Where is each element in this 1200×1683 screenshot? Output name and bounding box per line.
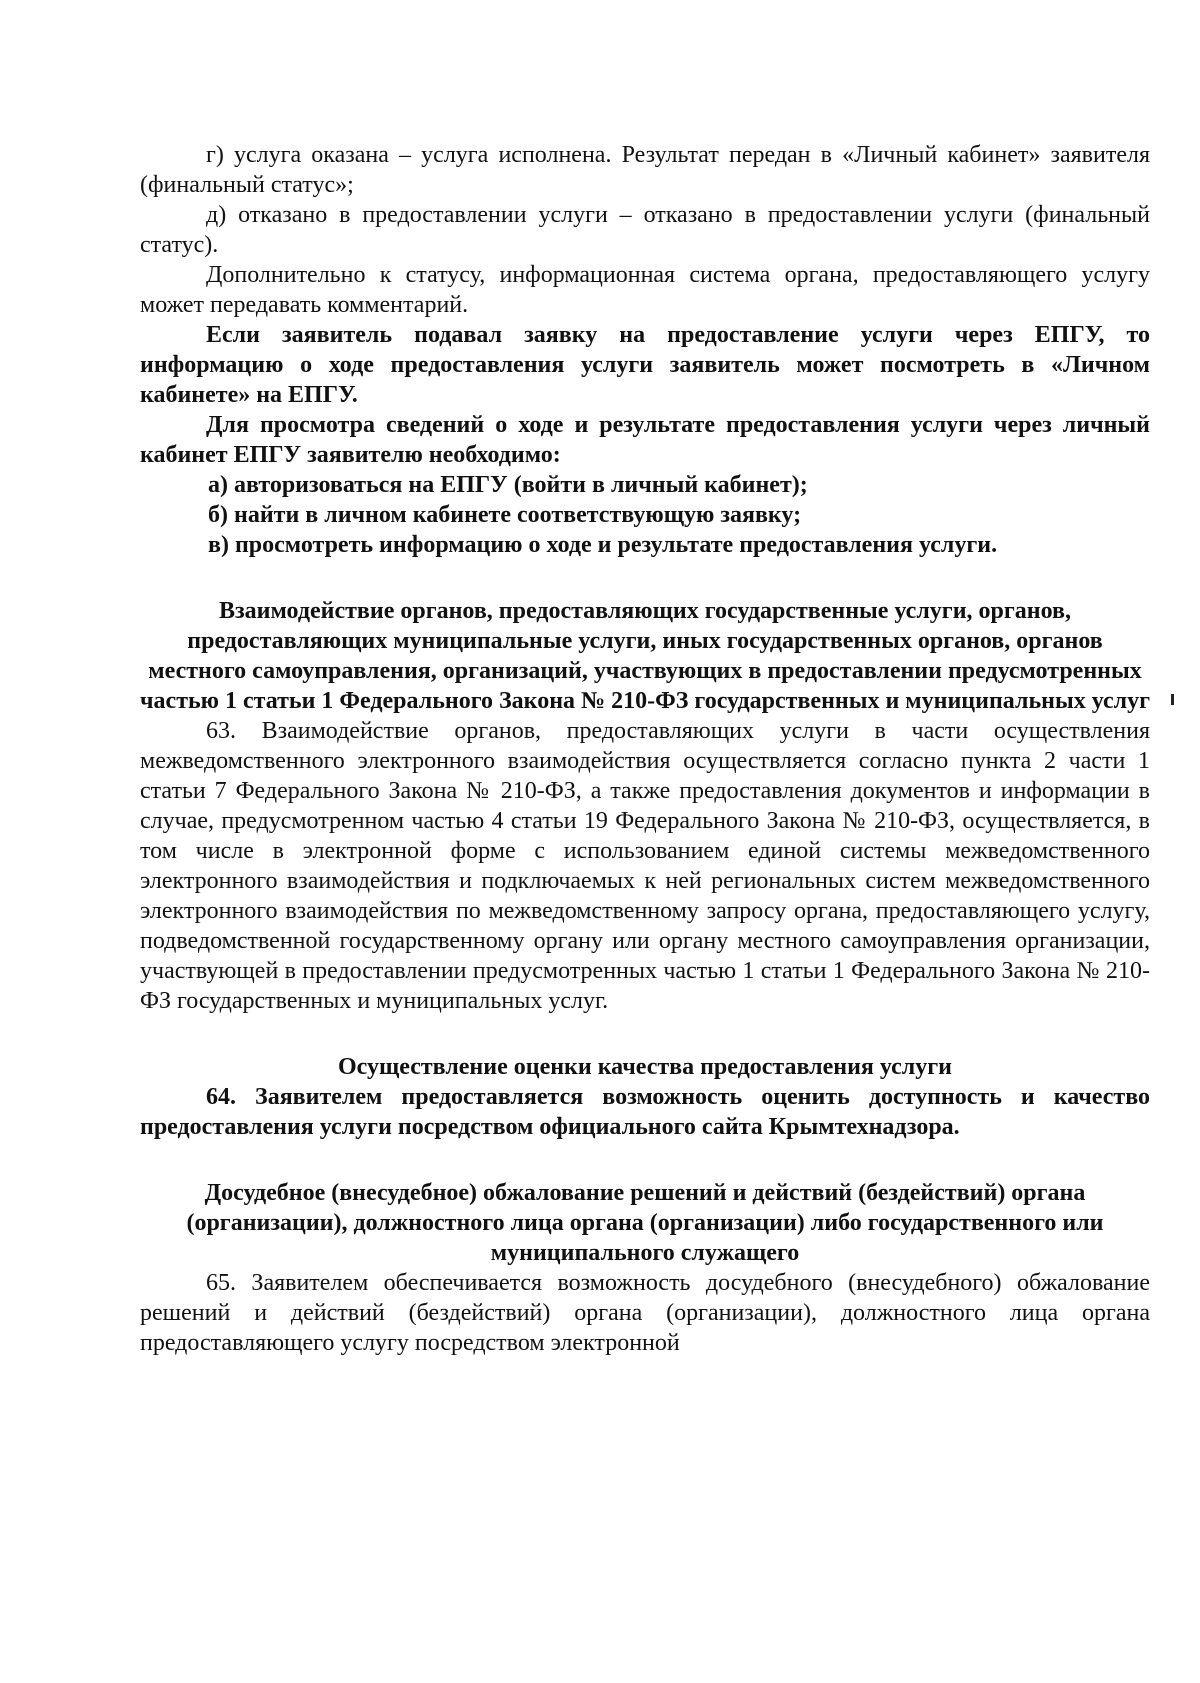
list-item-authorize: а) авторизоваться на ЕПГУ (войти в личный кабинет); — [208, 472, 808, 498]
spacer — [140, 1142, 1150, 1178]
spacer — [140, 1016, 1150, 1052]
list-item-view-progress: в) просмотреть информацию о ходе и результате предоставления услуги. — [208, 532, 998, 558]
paragraph-63: 63. Взаимодействие органов, предоставляющих услуги в части осуществления межведомственного электронного взаимодействия осуществляется согласно пункта 2 части 1 статьи 7 Федерального Закона № 210-ФЗ, а также предоставления документов и информации в случае, предусмотренном частью 4 статьи 19 Федерального Закона № 210-ФЗ, осуществляется, в том числе в электронной форме с использованием единой системы межведомственного электронного взаимодействия и подключаемых к ней региональных систем межведомственного электронного взаимодействия по межведомственному запросу органа, предоставляющего услугу, подведомственной государственному органу или органу местного самоуправления организации, участвующей в предоставлении предусмотренных частью 1 статьи 1 Федерального Закона № 210-ФЗ государственных и муниципальных услуг. — [140, 718, 1150, 1014]
heading-interaction: Взаимодействие органов, предоставляющих государственные услуги, органов, предоставляющих муниципальные услуги, иных государственных органов, органов местного самоуправления, организаций, участвующих в предоставлении предусмотренных частью 1 статьи 1 Федерального Закона № 210-ФЗ государственных и муниципальных услуг — [140, 598, 1151, 714]
paragraph-view-info: Для просмотра сведений о ходе и результате предоставления услуги через личный кабинет ЕПГУ заявителю необходимо: — [140, 412, 1150, 468]
paragraph-status-d: д) отказано в предоставлении услуги – отказано в предоставлении услуги (финальный статус). — [140, 202, 1150, 258]
paragraph-epgu: Если заявитель подавал заявку на предоставление услуги через ЕПГУ, то информацию о ходе предоставления услуги заявитель может посмотреть в «Личном кабинете» на ЕПГУ. — [140, 322, 1150, 408]
paragraph-comment: Дополнительно к статусу, информационная система органа, предоставляющего услугу может передавать комментарий. — [140, 262, 1150, 318]
list-item-find-application: б) найти в личном кабинете соответствующую заявку; — [208, 502, 802, 528]
page-content — [140, 140, 1150, 1358]
heading-quality: Осуществление оценки качества предоставления услуги — [338, 1054, 952, 1080]
paragraph-64: 64. Заявителем предоставляется возможность оценить доступность и качество предоставления услуги посредством официального сайта Крымтехнадзора. — [140, 1084, 1150, 1140]
paragraph-status-g: г) услуга оказана – услуга исполнена. Результат передан в «Личный кабинет» заявителя (финальный статус»; — [140, 142, 1150, 198]
scan-speck — [1171, 694, 1174, 705]
spacer — [140, 560, 1150, 596]
paragraph-65: 65. Заявителем обеспечивается возможность досудебного (внесудебного) обжалование решений и действий (бездействий) органа (организации), должностного лица органа предоставляющего услугу посредством электронной — [140, 1270, 1150, 1356]
heading-appeal: Досудебное (внесудебное) обжалование решений и действий (бездействий) органа (организации), должностного лица органа (организации) либо государственного или муниципального служащего — [186, 1180, 1104, 1266]
